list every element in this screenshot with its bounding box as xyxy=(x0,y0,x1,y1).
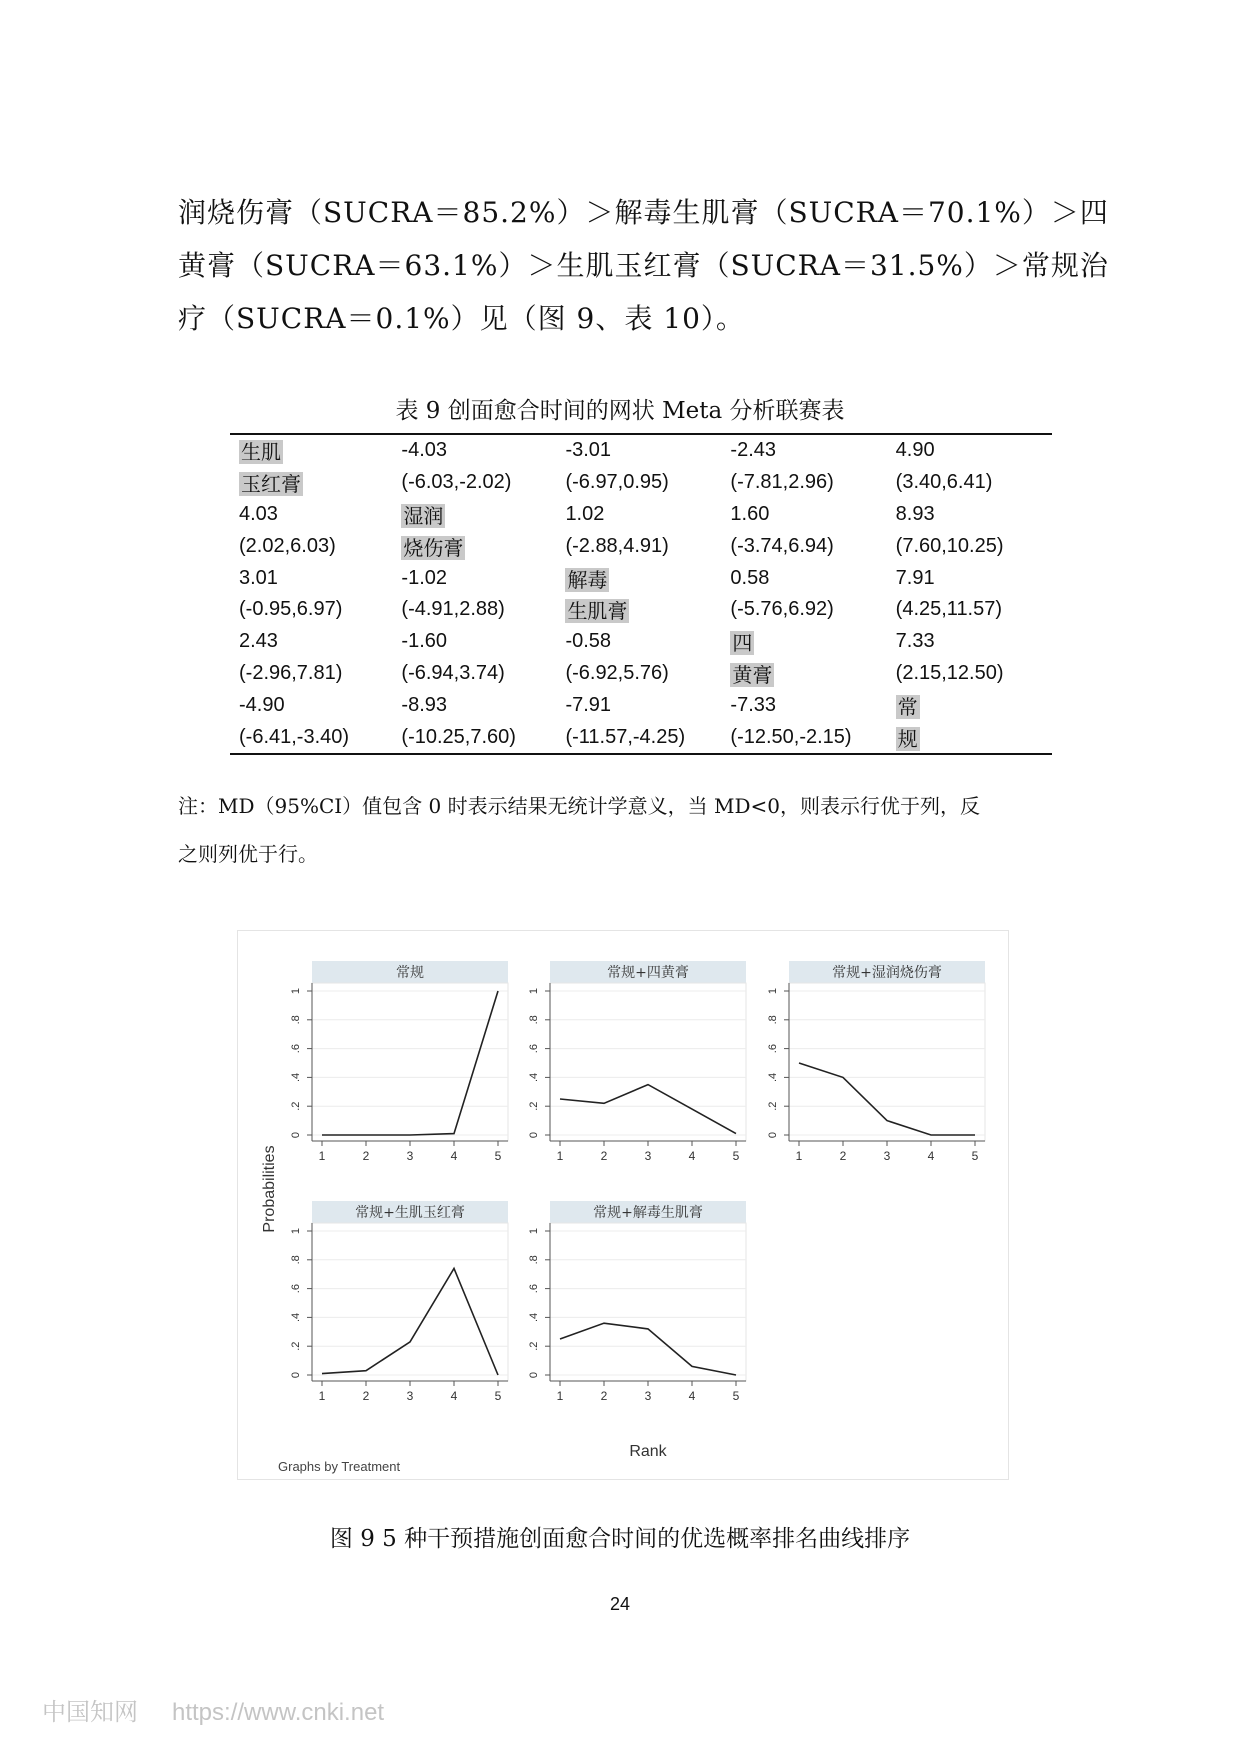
y-tick-label: 0 xyxy=(767,1131,779,1139)
x-tick-label: 1 xyxy=(556,1149,564,1163)
x-tick-label: 3 xyxy=(644,1389,652,1403)
y-tick-label: .6 xyxy=(767,1044,779,1054)
y-tick-label: .2 xyxy=(290,1101,302,1111)
ci-value-cell: (-6.97,0.95) xyxy=(565,471,669,494)
table-row xyxy=(230,721,1052,754)
panel-title: 常规 xyxy=(396,965,424,981)
ci-value-cell: (-12.50,-2.15) xyxy=(730,725,852,748)
ci-value-cell: (-4.91,2.88) xyxy=(401,598,505,621)
x-tick-label: 2 xyxy=(839,1149,847,1163)
y-tick-label: .8 xyxy=(528,1255,540,1265)
treatment-label-cell xyxy=(556,594,721,626)
rank-probability-figure xyxy=(237,930,1009,1480)
treatment-label: 烧伤膏 xyxy=(403,535,464,560)
treatment-label: 黄膏 xyxy=(732,662,773,687)
x-tick-label: 4 xyxy=(450,1389,458,1403)
x-tick-label: 4 xyxy=(927,1149,935,1163)
md-value-cell: 1.02 xyxy=(565,502,605,525)
table-row xyxy=(230,499,1052,531)
x-tick-label: 5 xyxy=(494,1149,502,1163)
md-value-cell: -1.02 xyxy=(401,566,447,589)
plot-area xyxy=(550,1223,746,1381)
x-tick-label: 5 xyxy=(494,1389,502,1403)
treatment-label-cell xyxy=(887,721,1052,754)
x-tick-label: 3 xyxy=(644,1149,652,1163)
x-tick-label: 4 xyxy=(688,1389,696,1403)
md-value-cell: -4.03 xyxy=(401,439,447,462)
y-tick-label: .2 xyxy=(767,1101,779,1111)
y-tick-label: .8 xyxy=(767,1015,779,1025)
page-number: 24 xyxy=(609,1594,631,1614)
md-value-cell: -4.90 xyxy=(239,693,285,716)
md-value-cell: -2.43 xyxy=(730,439,776,462)
md-value-cell: 7.91 xyxy=(895,566,935,589)
plot-area xyxy=(550,983,746,1141)
cnki-watermark xyxy=(42,1692,418,1727)
y-tick-label: .6 xyxy=(528,1284,540,1294)
x-tick-label: 3 xyxy=(406,1389,414,1403)
ci-value-cell: (-6.92,5.76) xyxy=(565,661,669,684)
treatment-label: 规 xyxy=(897,726,918,751)
treatment-label-cell xyxy=(230,434,392,467)
ci-value-cell: (3.40,6.41) xyxy=(895,471,993,494)
y-tick-label: .2 xyxy=(528,1341,540,1351)
ci-value-cell: (-7.81,2.96) xyxy=(730,471,834,494)
table-row xyxy=(230,658,1052,690)
y-tick-label: 0 xyxy=(528,1131,540,1139)
treatment-label-cell xyxy=(392,530,556,562)
treatment-label-cell xyxy=(721,658,886,690)
x-tick-label: 1 xyxy=(556,1389,564,1403)
y-tick-label: .8 xyxy=(290,1255,302,1265)
md-value-cell: 0.58 xyxy=(730,566,770,589)
y-tick-label: 1 xyxy=(290,987,302,995)
treatment-label: 四 xyxy=(732,631,753,656)
x-tick-label: 2 xyxy=(600,1149,608,1163)
x-tick-label: 5 xyxy=(732,1389,740,1403)
table-row xyxy=(230,594,1052,626)
ci-value-cell: (-3.74,6.94) xyxy=(730,534,834,557)
y-tick-label: .8 xyxy=(528,1015,540,1025)
y-tick-label: .2 xyxy=(528,1101,540,1111)
ci-value-cell: (-6.94,3.74) xyxy=(401,661,505,684)
x-axis-title: Rank xyxy=(629,1443,667,1460)
chart-panel xyxy=(528,961,746,1163)
chart-panel xyxy=(290,1201,508,1403)
league-table xyxy=(230,433,1052,755)
treatment-label-cell xyxy=(392,499,556,531)
treatment-label-cell xyxy=(887,689,1052,721)
ci-value-cell: (4.25,11.57) xyxy=(895,598,1003,621)
paragraph-line: 黄膏（SUCRA＝63.1%）＞生肌玉红膏（SUCRA＝31.5%）＞常规治 xyxy=(178,249,1109,282)
treatment-label: 玉红膏 xyxy=(241,472,301,497)
md-value-cell: -3.01 xyxy=(565,439,612,462)
treatment-label: 生肌 xyxy=(241,440,281,465)
treatment-label-cell xyxy=(556,562,721,594)
table-row xyxy=(230,689,1052,721)
treatment-label: 生肌膏 xyxy=(567,599,628,624)
treatment-label-cell xyxy=(721,626,886,658)
y-tick-label: .4 xyxy=(767,1072,779,1082)
table-row xyxy=(230,530,1052,562)
md-value-cell: 1.60 xyxy=(730,502,770,525)
x-tick-label: 5 xyxy=(971,1149,979,1163)
ci-value-cell: (-6.41,-3.40) xyxy=(239,725,350,748)
watermark-logo: 中国知网 xyxy=(42,1699,138,1726)
paragraph-line: 润烧伤膏（SUCRA＝85.2%）＞解毒生肌膏（SUCRA＝70.1%）＞四 xyxy=(178,196,1109,229)
ci-value-cell: (2.02,6.03) xyxy=(239,534,336,557)
x-tick-label: 1 xyxy=(318,1389,326,1403)
md-value-cell: -0.58 xyxy=(565,630,612,653)
body-paragraph xyxy=(178,186,1109,345)
chart-panel xyxy=(528,1201,746,1403)
table-caption: 表 9 创面愈合时间的网状 Meta 分析联赛表 xyxy=(395,398,845,424)
panel-title: 常规+生肌玉红膏 xyxy=(355,1205,465,1221)
treatment-label: 常 xyxy=(897,694,918,719)
panel-title: 常规+解毒生肌膏 xyxy=(593,1205,703,1221)
y-tick-label: .6 xyxy=(290,1284,302,1294)
ci-value-cell: (7.60,10.25) xyxy=(895,534,1004,557)
md-value-cell: -1.60 xyxy=(401,630,447,653)
table-row xyxy=(230,467,1052,499)
x-tick-label: 3 xyxy=(406,1149,414,1163)
panel-title: 常规+湿润烧伤膏 xyxy=(832,965,942,981)
x-tick-label: 4 xyxy=(450,1149,458,1163)
y-tick-label: .4 xyxy=(528,1072,540,1082)
y-tick-label: 1 xyxy=(528,987,540,995)
y-axis-title: Probabilities xyxy=(261,1145,278,1233)
treatment-label: 解毒 xyxy=(567,567,608,592)
table-row xyxy=(230,434,1052,467)
ci-value-cell: (-2.96,7.81) xyxy=(239,661,343,684)
chart-panel xyxy=(767,961,985,1163)
ci-value-cell: (-5.76,6.92) xyxy=(730,598,834,621)
x-tick-label: 4 xyxy=(688,1149,696,1163)
md-value-cell: 2.43 xyxy=(239,630,278,653)
x-tick-label: 2 xyxy=(362,1389,370,1403)
y-tick-label: 1 xyxy=(290,1227,302,1235)
ci-value-cell: (-6.03,-2.02) xyxy=(401,471,512,494)
watermark-url: https://www.cnki.net xyxy=(172,1699,385,1726)
figure-footer: Graphs by Treatment xyxy=(278,1459,401,1474)
y-tick-label: 0 xyxy=(290,1131,302,1139)
panel-title: 常规+四黄膏 xyxy=(607,965,689,981)
md-value-cell: 7.33 xyxy=(895,630,935,653)
paragraph-line: 疗（SUCRA＝0.1%）见（图 9、表 10）。 xyxy=(178,302,745,335)
y-tick-label: .2 xyxy=(290,1341,302,1351)
rank-probability-chart xyxy=(238,931,1008,1479)
figure-caption: 图 9 5 种干预措施创面愈合时间的优选概率排名曲线排序 xyxy=(329,1526,911,1552)
y-tick-label: 1 xyxy=(767,987,779,995)
ci-value-cell: (-10.25,7.60) xyxy=(401,725,516,748)
md-value-cell: 3.01 xyxy=(239,566,278,589)
ci-value-cell: (-2.88,4.91) xyxy=(565,534,669,557)
y-tick-label: 1 xyxy=(528,1227,540,1235)
md-value-cell: 4.90 xyxy=(895,439,935,462)
ci-value-cell: (2.15,12.50) xyxy=(895,661,1004,684)
x-tick-label: 3 xyxy=(883,1149,891,1163)
x-tick-label: 1 xyxy=(795,1149,803,1163)
x-tick-label: 2 xyxy=(362,1149,370,1163)
table-note-line2: 之则列优于行。 xyxy=(178,842,318,866)
y-tick-label: .6 xyxy=(528,1044,540,1054)
md-value-cell: 8.93 xyxy=(895,502,935,525)
y-tick-label: .6 xyxy=(290,1044,302,1054)
treatment-label: 湿润 xyxy=(403,503,444,528)
y-tick-label: 0 xyxy=(290,1371,302,1379)
table-row xyxy=(230,562,1052,594)
y-tick-label: 0 xyxy=(528,1371,540,1379)
ci-value-cell: (-0.95,6.97) xyxy=(239,598,343,621)
x-tick-label: 5 xyxy=(732,1149,740,1163)
md-value-cell: -7.91 xyxy=(565,693,612,716)
ci-value-cell: (-11.57,-4.25) xyxy=(565,725,686,748)
table-row xyxy=(230,626,1052,658)
x-tick-label: 2 xyxy=(600,1389,608,1403)
y-tick-label: .4 xyxy=(290,1072,302,1082)
table-note-line1: 注：MD（95%CI）值包含 0 时表示结果无统计学意义，当 MD<0，则表示行优于列，反 xyxy=(178,794,980,818)
md-value-cell: -8.93 xyxy=(401,693,447,716)
plot-area xyxy=(312,1223,508,1381)
chart-panel xyxy=(290,961,508,1163)
plot-area xyxy=(789,983,985,1141)
y-tick-label: .4 xyxy=(290,1312,302,1322)
md-value-cell: 4.03 xyxy=(239,502,278,525)
y-tick-label: .4 xyxy=(528,1312,540,1322)
y-tick-label: .8 xyxy=(290,1015,302,1025)
plot-area xyxy=(312,983,508,1141)
x-tick-label: 1 xyxy=(318,1149,326,1163)
md-value-cell: -7.33 xyxy=(730,693,776,716)
treatment-label-cell xyxy=(230,467,392,499)
